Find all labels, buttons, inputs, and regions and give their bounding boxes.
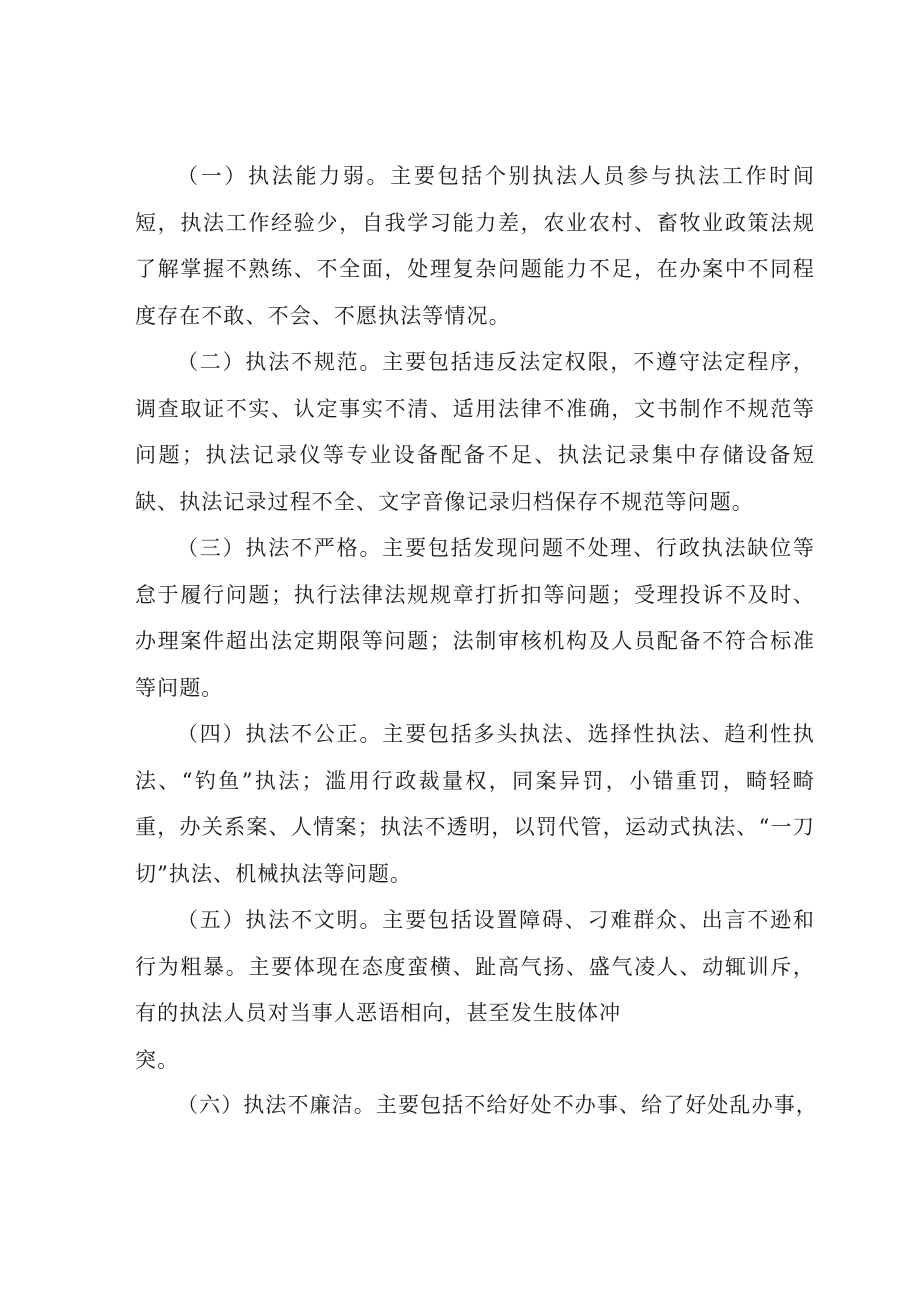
paragraph-5-text: （五）执法不文明。主要包括设置障碍、刁难群众、出言不逊和行为粗暴。主要体现在态度蛮横、趾高气扬、盛气凌人、动辄训斥，有的执法人员对当事人恶语相向，甚至发生肢体冲: [135, 908, 815, 1025]
paragraph-4-text: （四）执法不公正。主要包括多头执法、选择性执法、趋利性执法、“钓鱼”执法；滥用行政裁量权，同案异罚，小错重罚，畸轻畸重，办关系案、人情案；执法不透明，以罚代管，运动式执法、“一刀切”执法、机械执法等问题。: [135, 722, 815, 886]
paragraph-1: [135, 153, 815, 339]
paragraph-4: [135, 711, 815, 897]
paragraph-3: [135, 525, 815, 711]
paragraph-2: [135, 339, 815, 525]
paragraph-6-text: （六）执法不廉洁。主要包括不给好处不办事、给了好处乱办事，: [177, 1093, 818, 1117]
paragraph-6: [135, 1082, 825, 1129]
paragraph-5: [135, 897, 815, 1083]
paragraph-1-text: （一）执法能力弱。主要包括个别执法人员参与执法工作时间短，执法工作经验少，自我学习能力差，农业农村、畜牧业政策法规了解掌握不熟练、不全面，处理复杂问题能力不足，在办案中不同程度存在不敢、不会、不愿执法等情况。: [135, 164, 815, 328]
paragraph-3-text: （三）执法不严格。主要包括发现问题不处理、行政执法缺位等怠于履行问题；执行法律法规规章打折扣等问题；受理投诉不及时、办理案件超出法定期限等问题；法制审核机构及人员配备不符合标准等问题。: [135, 536, 815, 700]
paragraph-2-text: （二）执法不规范。主要包括违反法定权限，不遵守法定程序，调查取证不实、认定事实不清、适用法律不准确，文书制作不规范等问题；执法记录仪等专业设备配备不足、执法记录集中存储设备短缺、执法记录过程不全、文字音像记录归档保存不规范等问题。: [135, 350, 815, 514]
paragraph-5-tail: 突。: [135, 1047, 180, 1072]
